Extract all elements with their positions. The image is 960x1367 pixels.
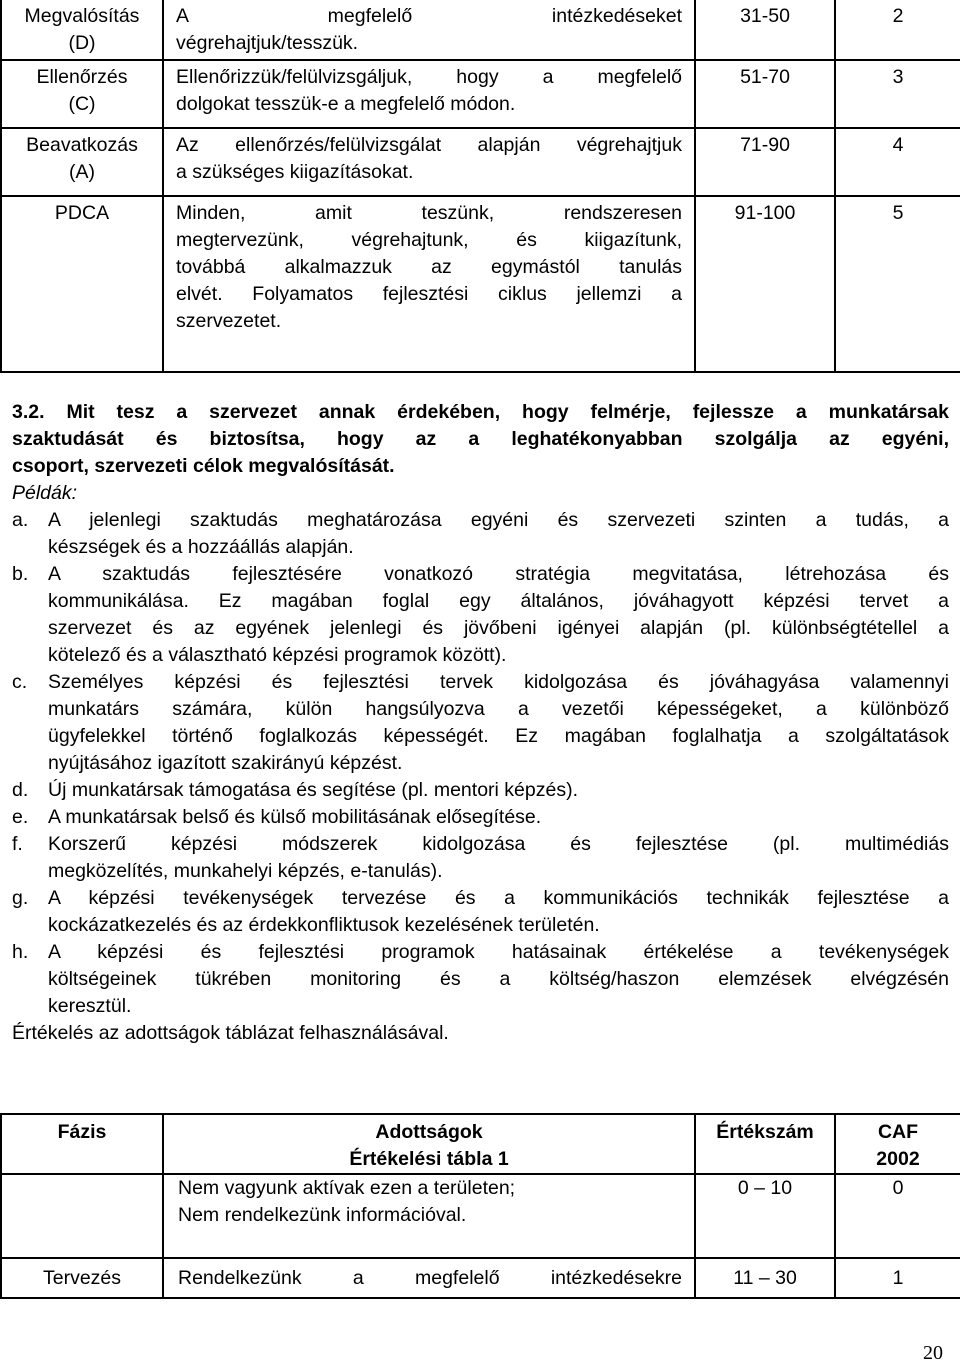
list-item — [12, 831, 949, 885]
item-line: A munkatársak belső és külső mobilitásának elősegítése. — [48, 806, 542, 828]
phase-name: Megvalósítás — [24, 5, 140, 27]
item-line: kockázatkezelés és az érdekkonfliktusok kezelésének területén. — [48, 914, 600, 936]
heading-line: csoport, szervezeti célok megvalósítását. — [12, 455, 395, 477]
description-line: végrehajtjuk/tesszük. — [176, 32, 359, 54]
phase-name: Ellenőrzés — [36, 66, 128, 88]
list-marker: a. — [12, 509, 29, 531]
table-row — [1, 1174, 960, 1258]
list-marker: d. — [12, 779, 29, 801]
range-cell: 91-100 — [695, 196, 835, 372]
item-line: nyújtásához igazított szakirányú képzést. — [48, 752, 403, 774]
phase-cell — [1, 128, 163, 196]
item-line: Személyes képzési és fejlesztési tervek kidolgozása és jóváhagyása valamennyi — [48, 671, 949, 693]
list-marker: h. — [12, 941, 29, 963]
list-marker: g. — [12, 887, 29, 909]
header-caf: CAF — [877, 1121, 919, 1143]
item-line: kommunikálása. Ez magában foglal egy általános, jóváhagyott képzési tervet a — [48, 590, 949, 612]
phase-cell: Tervezés — [1, 1258, 163, 1298]
item-line: költségeinek tükrében monitoring és a költség/haszon elemzések elvégzésén — [48, 968, 949, 990]
description-line: Minden, amit teszünk, rendszeresen — [176, 202, 682, 224]
description-line: A megfelelő intézkedéseket — [176, 5, 682, 27]
description-cell — [163, 60, 695, 128]
evaluation-table — [0, 1113, 960, 1299]
examples-label: Példák: — [12, 482, 78, 504]
header-caf-year: 2002 — [876, 1148, 920, 1170]
description-cell — [163, 128, 695, 196]
phase-code: (D) — [68, 32, 96, 54]
header-title: Adottságok — [375, 1121, 483, 1143]
description-line: megtervezünk, végrehajtunk, és kiigazítunk, — [176, 229, 682, 251]
list-item — [12, 804, 949, 831]
table-row — [1, 1258, 960, 1298]
closing-sentence: Értékelés az adottságok táblázat felhasználásával. — [12, 1022, 449, 1044]
description-line: Rendelkezünk a megfelelő intézkedésekre — [178, 1267, 682, 1289]
range-cell: 51-70 — [695, 60, 835, 128]
description-line: továbbá alkalmazzuk az egymástól tanulás — [176, 256, 682, 278]
phase-cell — [1, 0, 163, 60]
column-header-ertekszam: Értékszám — [695, 1114, 835, 1174]
phase-cell — [1, 1174, 163, 1258]
column-header-adottsagok — [163, 1114, 695, 1174]
item-line: készségek és a hozzáállás alapján. — [48, 536, 354, 558]
score-cell: 4 — [835, 128, 960, 196]
list-item — [12, 669, 949, 777]
list-marker: c. — [12, 671, 28, 693]
phase-name: PDCA — [54, 202, 110, 224]
list-item — [12, 885, 949, 939]
item-line: kötelező és a választható képzési programok között). — [48, 644, 507, 666]
phase-code: (A) — [69, 161, 95, 183]
phase-name: Beavatkozás — [26, 134, 138, 156]
description-cell — [163, 0, 695, 60]
phase-code: (C) — [68, 93, 96, 115]
description-line: elvét. Folyamatos fejlesztési ciklus jellemzi a — [176, 283, 682, 305]
description-cell — [163, 1174, 695, 1258]
list-marker: f. — [12, 833, 23, 855]
range-cell: 11 – 30 — [695, 1258, 835, 1298]
table-row — [1, 0, 960, 60]
table-row — [1, 60, 960, 128]
item-line: munkatárs számára, külön hangsúlyozva a vezetői képességeket, a különböző — [48, 698, 949, 720]
table-row — [1, 196, 960, 372]
item-line: A jelenlegi szaktudás meghatározása egyéni és szervezeti szinten a tudás, a — [48, 509, 949, 531]
score-cell: 1 — [835, 1258, 960, 1298]
description-line: Ellenőrizzük/felülvizsgáljuk, hogy a megfelelő — [176, 66, 682, 88]
description-line: Az ellenőrzés/felülvizsgálat alapján végrehajtjuk — [176, 134, 682, 156]
list-item — [12, 777, 949, 804]
heading-line: 3.2. Mit tesz a szervezet annak érdekében, hogy felmérje, fejlessze a munkatársak — [12, 401, 949, 423]
score-cell: 5 — [835, 196, 960, 372]
item-line: Új munkatársak támogatása és segítése (pl. mentori képzés). — [48, 779, 578, 801]
description-line: Nem vagyunk aktívak ezen a területen; — [178, 1177, 516, 1199]
assessment-scale-table — [0, 0, 960, 373]
phase-cell — [1, 196, 163, 372]
item-line: Korszerű képzési módszerek kidolgozása és fejlesztése (pl. multimédiás — [48, 833, 949, 855]
list-item — [12, 507, 949, 561]
heading-line: szaktudását és biztosítsa, hogy az a leghatékonyabban szolgálja az egyéni, — [12, 428, 949, 450]
item-line: keresztül. — [48, 995, 132, 1017]
range-cell: 0 – 10 — [695, 1174, 835, 1258]
column-header-caf — [835, 1114, 960, 1174]
list-marker: e. — [12, 806, 29, 828]
criterion-section — [12, 399, 949, 1047]
table-header-row — [1, 1114, 960, 1174]
column-header-phase: Fázis — [1, 1114, 163, 1174]
description-line: a szükséges kiigazításokat. — [176, 161, 414, 183]
description-line: szervezetet. — [176, 310, 282, 332]
phase-cell — [1, 60, 163, 128]
score-cell: 2 — [835, 0, 960, 60]
description-cell — [163, 196, 695, 372]
description-line: Nem rendelkezünk információval. — [178, 1204, 467, 1226]
range-cell: 71-90 — [695, 128, 835, 196]
description-cell — [163, 1258, 695, 1298]
page-number: 20 — [923, 1342, 943, 1364]
list-marker: b. — [12, 563, 29, 585]
header-subtitle: Értékelési tábla 1 — [349, 1148, 509, 1170]
item-line: A szaktudás fejlesztésére vonatkozó stratégia megvitatása, létrehozása és — [48, 563, 949, 585]
score-cell: 0 — [835, 1174, 960, 1258]
score-cell: 3 — [835, 60, 960, 128]
item-line: ügyfelekkel történő foglalkozás képességét. Ez magában foglalhatja a szolgáltatások — [48, 725, 949, 747]
item-line: szervezet és az egyének jelenlegi és jövőbeni igényei alapján (pl. különbségtétellel a — [48, 617, 949, 639]
item-line: A képzési és fejlesztési programok hatásainak értékelése a tevékenységek — [48, 941, 949, 963]
table-row — [1, 128, 960, 196]
range-cell: 31-50 — [695, 0, 835, 60]
list-item — [12, 561, 949, 669]
item-line: megközelítés, munkahelyi képzés, e-tanulás). — [48, 860, 443, 882]
description-line: dolgokat tesszük-e a megfelelő módon. — [176, 93, 516, 115]
item-line: A képzési tevékenységek tervezése és a kommunikációs technikák fejlesztése a — [48, 887, 949, 909]
list-item — [12, 939, 949, 1020]
section-heading — [12, 399, 949, 480]
